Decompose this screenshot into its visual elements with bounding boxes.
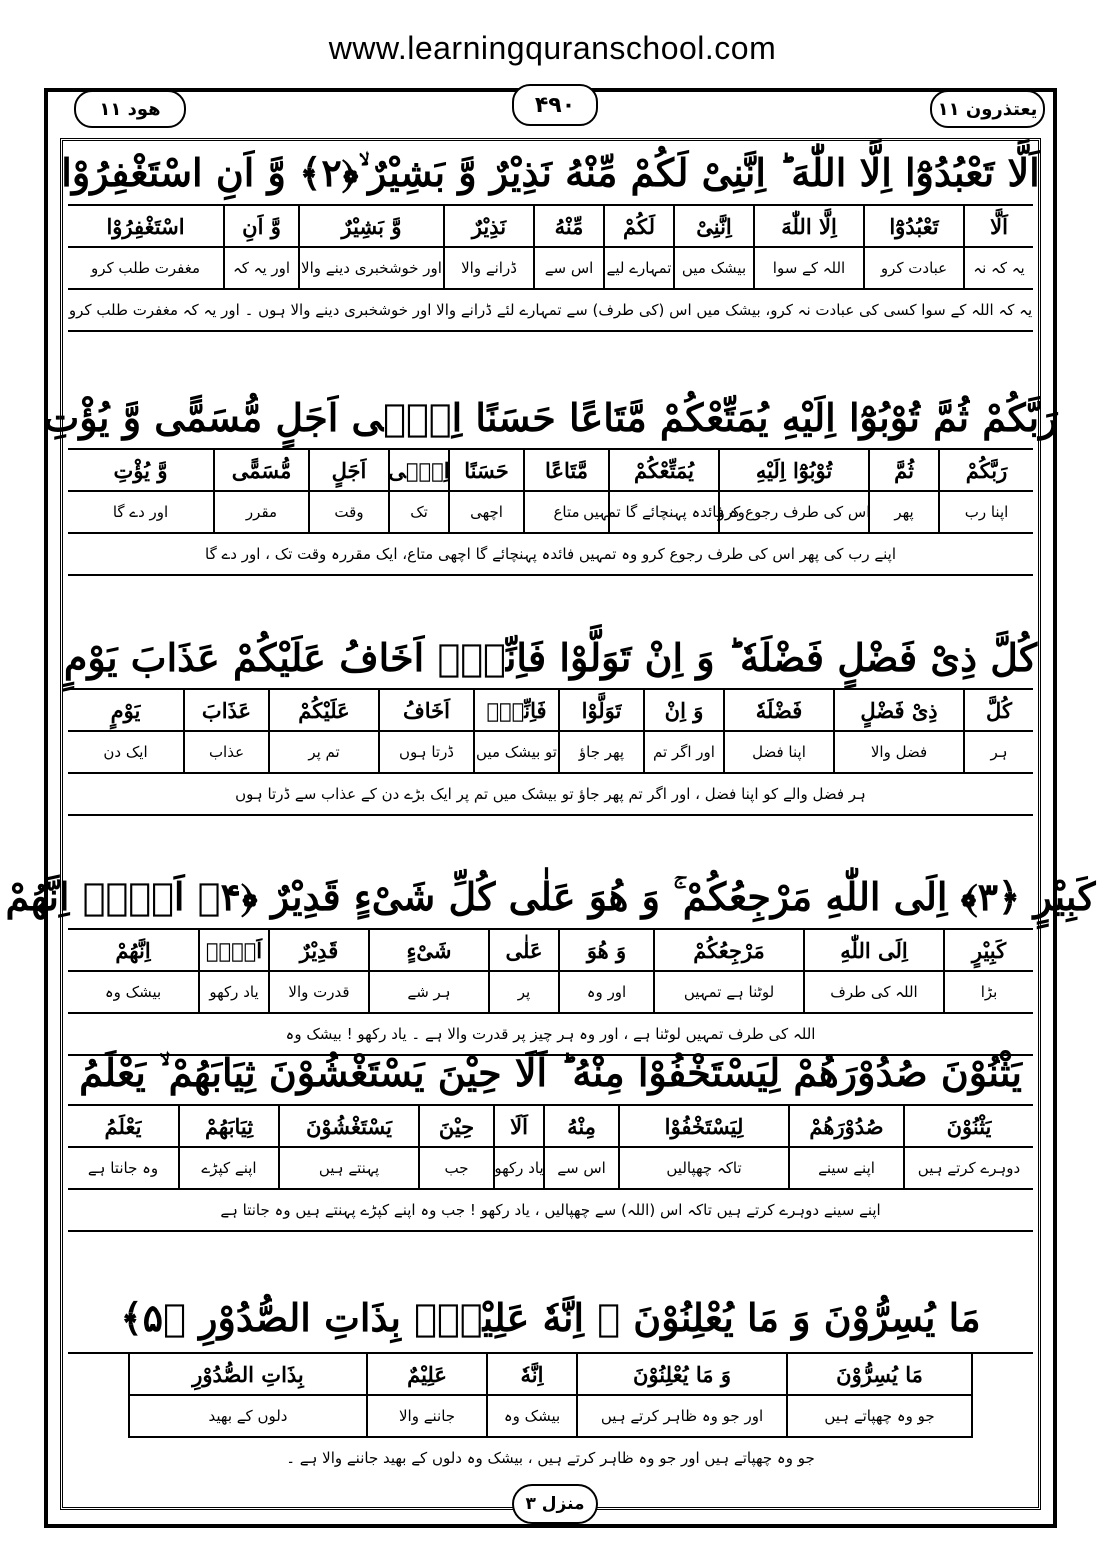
arabic-word: عَلٰی [488, 930, 558, 970]
urdu-word: جاننے والا [366, 1396, 486, 1436]
arabic-word: وَّ بَشِیْرٌ [298, 206, 443, 246]
manzil-label: منزل ۳ [512, 1484, 598, 1524]
arabic-word: اِلَی اللّٰهِ [803, 930, 943, 970]
urdu-word: پھر [868, 492, 938, 532]
urdu-word: یاد رکھو [493, 1148, 543, 1188]
arabic-word: عَذَابَ [183, 690, 268, 730]
urdu-word: تو بیشک میں [473, 732, 558, 772]
arabic-words-row [68, 450, 1033, 492]
urdu-word: بیشک میں [673, 248, 753, 288]
arabic-word: یُمَتِّعْكُمْ [608, 450, 718, 490]
arabic-word: وَ مَا یُعْلِنُوْنَ [576, 1354, 786, 1394]
urdu-word: تک [388, 492, 448, 532]
arabic-word: اِنَّهُمْ [115, 937, 151, 963]
arabic-word: اَخَافُ [378, 690, 473, 730]
verse-block-3 [63, 626, 1038, 816]
arabic-word: كَبِیْرٍ [943, 930, 1033, 970]
arabic-word: اِلَّا اللّٰهَ [753, 206, 863, 246]
urdu-word: اچھی [448, 492, 523, 532]
arabic-word: وَ هُوَ [558, 930, 653, 970]
arabic-words-row [68, 690, 1033, 732]
arabic-word: حَسَنًا [448, 450, 523, 490]
arabic-word: اِنَّنِیْ [673, 206, 753, 246]
urdu-word: اس سے [533, 248, 603, 288]
urdu-word: اور اگر تم [643, 732, 723, 772]
arabic-words-row [128, 1354, 973, 1396]
urdu-word: اور دے گا [112, 503, 169, 521]
arabic-word: عَلِیْمٌ [366, 1354, 486, 1394]
urdu-word: تاکہ چھپالیں [618, 1148, 788, 1188]
arabic-word: وَّ یُؤْتِ [113, 457, 168, 483]
urdu-word: ہر شے [368, 972, 488, 1012]
arabic-word: ذِیْ فَضْلٍ [833, 690, 963, 730]
urdu-word: جب [418, 1148, 493, 1188]
urdu-word: پھر جاؤ [558, 732, 643, 772]
arabic-words-row [68, 206, 1033, 248]
urdu-word: ڈرانے والا [443, 248, 533, 288]
verse-block-2 [43, 386, 1058, 576]
urdu-word: فضل والا [833, 732, 963, 772]
arabic-word: اسْتَغْفِرُوْا [106, 213, 185, 239]
arabic-word: حِیْنَ [418, 1106, 493, 1146]
urdu-translation-line: جو وہ چھپاتے ہیں اور جو وہ ظاہر کرتے ہیں ، بیشک وہ دلوں کے بھید جاننے والا ہے ۔ [286, 1449, 815, 1467]
urdu-word: عبادت کرو [863, 248, 963, 288]
verse-block-5 [68, 1042, 1033, 1232]
urdu-word: دلوں کے بھید [208, 1407, 288, 1425]
arabic-word: یَسْتَغْشُوْنَ [278, 1106, 418, 1146]
arabic-word: تُوْبُوْٓا اِلَیْهِ [718, 450, 868, 490]
arabic-word: تَعْبُدُوْٓا [863, 206, 963, 246]
arabic-word: مُّسَمًّی [213, 450, 308, 490]
urdu-word: بیشک وہ [104, 983, 162, 1001]
arabic-word: یَثْنُوْنَ [903, 1106, 1033, 1146]
arabic-verse-line: رَبَّكُمْ ثُمَّ تُوْبُوْٓا اِلَیْهِ یُمَتِّعْكُمْ مَّتَاعًا حَسَنًا اِلٰۤی اَجَلٍ مُّسَمًّی وَّ یُؤْتِ [68, 386, 1033, 450]
urdu-words-row [68, 732, 1033, 774]
arabic-word: مِّنْهُ [533, 206, 603, 246]
urdu-word: پر [488, 972, 558, 1012]
urdu-word: تمہارے لیے [603, 248, 673, 288]
arabic-word: مَرْجِعُكُمْ [653, 930, 803, 970]
urdu-words-row [128, 1396, 973, 1438]
urdu-word: اس سے [543, 1148, 618, 1188]
arabic-word: اَلَّا [963, 206, 1033, 246]
urdu-word: اور خوشخبری دینے والا [298, 248, 443, 288]
arabic-word: لِیَسْتَخْفُوْا [618, 1106, 788, 1146]
arabic-verse-line: اَلَّا تَعْبُدُوْٓا اِلَّا اللّٰهَ ؕ اِنَّنِیْ لَكُمْ مِّنْهُ نَذِیْرٌ وَّ بَشِیْرٌ ۙ﴿۲﴾ وَّ اَنِ اسْتَغْفِرُوْا [68, 142, 1033, 206]
arabic-word: مِنْهُ [543, 1106, 618, 1146]
surah-name-label: ھود ۱۱ [74, 90, 186, 128]
arabic-word: وَ اِنْ [643, 690, 723, 730]
arabic-word: فَاِنِّیْۤ [473, 690, 558, 730]
urdu-word: اور جو وہ ظاہر کرتے ہیں [576, 1396, 786, 1436]
urdu-translation-line: یہ کہ اللہ کے سوا کسی کی عبادت نہ کرو، بیشک میں اس (کی طرف) سے تمہارے لئے ڈرانے والا اور خوشخبری دینے والا ہوں ۔ اور یہ کہ مغفرت طلب کرو [68, 290, 1033, 332]
arabic-word: قَدِیْرٌ [268, 930, 368, 970]
urdu-words-row [68, 248, 1033, 290]
urdu-word: مقرر [213, 492, 308, 532]
arabic-word: ثُمَّ [868, 450, 938, 490]
urdu-word: وہ جانتا ہے [87, 1159, 159, 1177]
arabic-word: فَضْلَهٗ [723, 690, 833, 730]
urdu-word: اپنے سینے [788, 1148, 903, 1188]
urdu-word: جو وہ چھپاتے ہیں [786, 1396, 971, 1436]
arabic-word: مَّتَاعًا [523, 450, 608, 490]
arabic-verse-line: مَا یُسِرُّوْنَ وَ مَا یُعْلِنُوْنَ ۚ اِنَّهٗ عَلِیْمٌۢ بِذَاتِ الصُّدُوْرِ ﴿۵﴾ [68, 1282, 1033, 1354]
urdu-translation-line: ہر فضل والے کو اپنا فضل ، اور اگر تم پھر جاؤ تو بیشک میں تم پر ایک بڑے دن کے عذاب سے ڈرتا ہوں [68, 774, 1033, 816]
arabic-word: اَلَاۤ [198, 930, 268, 970]
urdu-word: وقت [308, 492, 388, 532]
arabic-word: اَجَلٍ [308, 450, 388, 490]
arabic-word: یَوْمٍ [110, 697, 141, 723]
verse-block-4 [5, 866, 1096, 1056]
urdu-word: لوٹنا ہے تمہیں [653, 972, 803, 1012]
urdu-word: یاد رکھو [198, 972, 268, 1012]
urdu-word: اور یہ کہ [223, 248, 298, 288]
site-url: www.learningquranschool.com [328, 30, 777, 66]
urdu-word: ایک دن [103, 743, 148, 761]
urdu-word: متاع [523, 492, 608, 532]
arabic-word: اَلَا [493, 1106, 543, 1146]
arabic-word: كُلَّ [963, 690, 1033, 730]
urdu-translation-line: اپنے رب کی پھر اس کی طرف رجوع کرو وہ تمہیں فائدہ پہنچائے گا اچھی متاع، ایک مقررہ وقت تک ، اور دے گا [68, 534, 1033, 576]
urdu-word: اور وہ [558, 972, 653, 1012]
arabic-word: رَبَّكُمْ [938, 450, 1033, 490]
urdu-word: اپنا فضل [723, 732, 833, 772]
urdu-word: اللہ کے سوا [753, 248, 863, 288]
urdu-word: یہ کہ نہ [963, 248, 1033, 288]
urdu-words-row [68, 492, 1033, 534]
arabic-word: ثِیَابَهُمْ [178, 1106, 278, 1146]
page-number: ۴۹۰ [512, 84, 598, 126]
arabic-verse-line: یَثْنُوْنَ صُدُوْرَهُمْ لِیَسْتَخْفُوْا مِنْهُ ؕ اَلَا حِیْنَ یَسْتَغْشُوْنَ ثِیَابَهُمْ ۙ یَعْلَمُ [68, 1042, 1033, 1106]
arabic-word: بِذَاتِ الصُّدُوْرِ [192, 1361, 304, 1387]
urdu-word: تم پر [268, 732, 378, 772]
urdu-word: ہر [963, 732, 1033, 772]
arabic-word: شَیْءٍ [368, 930, 488, 970]
urdu-word: اپنے کپڑے [178, 1148, 278, 1188]
arabic-word: لَكُمْ [603, 206, 673, 246]
urdu-word: اس کی طرف رجوع کرو [718, 492, 868, 532]
urdu-word: بیشک وہ [486, 1396, 576, 1436]
urdu-word: ڈرتا ہوں [378, 732, 473, 772]
arabic-words-row [68, 1106, 1033, 1148]
urdu-word: بڑا [943, 972, 1033, 1012]
urdu-word: پہنتے ہیں [278, 1148, 418, 1188]
arabic-word: مَا یُسِرُّوْنَ [786, 1354, 971, 1394]
urdu-translation-line: اللہ کی طرف تمہیں لوٹنا ہے ، اور وہ ہر چیز پر قدرت والا ہے ۔ یاد رکھو ! بیشک وہ [68, 1014, 1033, 1056]
arabic-word: اِلٰۤی [388, 450, 448, 490]
urdu-word: دوہرے کرتے ہیں [903, 1148, 1033, 1188]
arabic-word: یَعْلَمُ [104, 1113, 142, 1139]
arabic-verse-line: كَبِیْرٍ ﴿۳﴾ اِلَی اللّٰهِ مَرْجِعُكُمْ ۚ وَ هُوَ عَلٰی كُلِّ شَیْءٍ قَدِیْرٌ ﴿۴﴾ اَلَاۤ اِنَّهُمْ [68, 866, 1033, 930]
arabic-word: نَذِیْرٌ [443, 206, 533, 246]
urdu-words-row [68, 1148, 1033, 1190]
arabic-word: تَوَلَّوْا [558, 690, 643, 730]
arabic-word: اِنَّهٗ [486, 1354, 576, 1394]
arabic-word: عَلَیْكُمْ [268, 690, 378, 730]
urdu-word: وہ فائدہ پہنچائے گا تمہیں [608, 492, 718, 532]
urdu-word: عذاب [183, 732, 268, 772]
para-name-label: یعتذرون ۱۱ [930, 90, 1045, 128]
urdu-word: اپنا رب [938, 492, 1033, 532]
arabic-word: صُدُوْرَهُمْ [788, 1106, 903, 1146]
arabic-words-row [68, 930, 1033, 972]
verse-block-6 [68, 1282, 1033, 1478]
arabic-word: وَّ اَنِ [223, 206, 298, 246]
urdu-word: اللہ کی طرف [803, 972, 943, 1012]
urdu-translation-line: اپنے سینے دوہرے کرتے ہیں تاکہ اس (اللہ) سے چھپالیں ، یاد رکھو ! جب وہ اپنے کپڑے پہنتے ہیں وہ جانتا ہے [68, 1190, 1033, 1232]
arabic-verse-line: كُلَّ ذِیْ فَضْلٍ فَضْلَهٗ ؕ وَ اِنْ تَوَلَّوْا فَاِنِّیْۤ اَخَافُ عَلَیْكُمْ عَذَابَ یَوْمٍ [68, 626, 1033, 690]
verse-block-1 [61, 142, 1040, 332]
urdu-words-row [68, 972, 1033, 1014]
urdu-word: مغفرت طلب کرو [90, 259, 201, 277]
urdu-word: قدرت والا [268, 972, 368, 1012]
